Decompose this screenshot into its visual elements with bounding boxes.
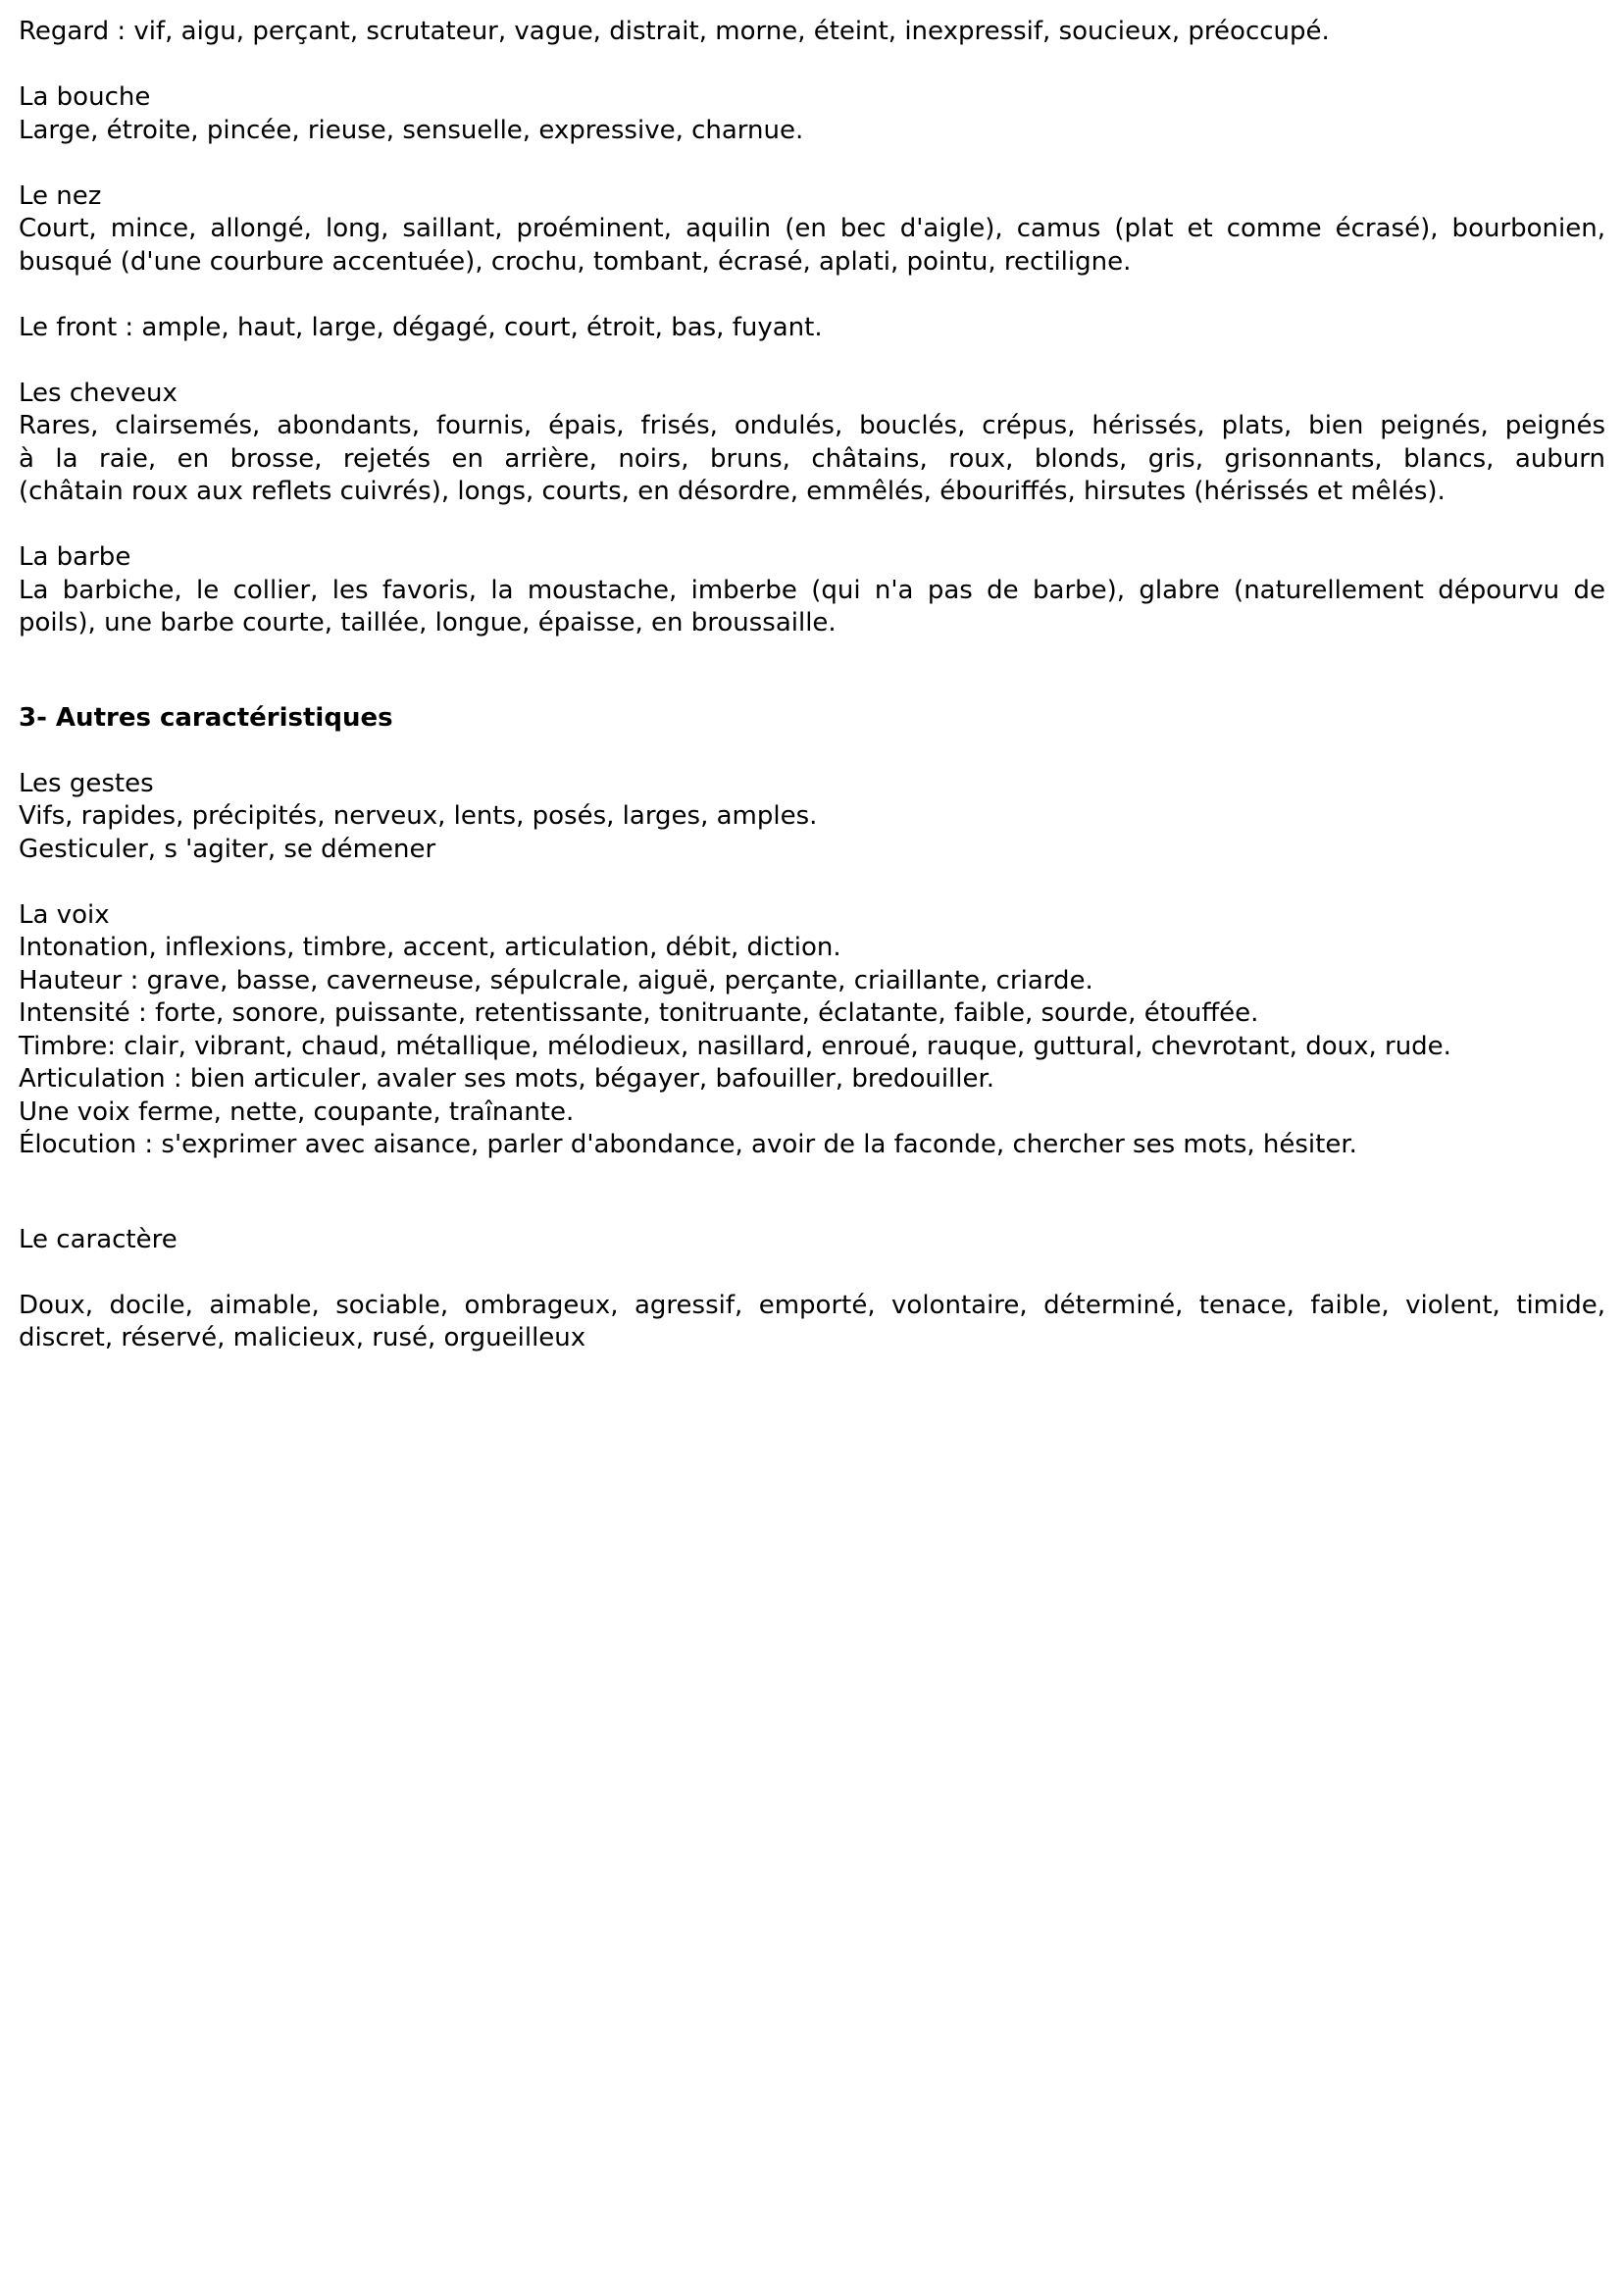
barbe-line-1: La barbiche, le collier, les favoris, la moustache, imberbe (qui n'a pas de barbe), glabre (naturellement dépourvu de xyxy=(19,575,1605,605)
bouche-text: Large, étroite, pincée, rieuse, sensuelle, expressive, charnue. xyxy=(19,115,804,145)
spacer xyxy=(19,1162,1605,1224)
front-line: Le front : ample, haut, large, dégagé, court, étroit, bas, fuyant. xyxy=(19,312,823,342)
voix-line: Timbre: clair, vibrant, chaud, métallique, mélodieux, nasillard, enroué, rauque, guttural, chevrotant, doux, rude. xyxy=(19,1031,1451,1061)
spacer xyxy=(19,279,1605,312)
spacer xyxy=(19,49,1605,82)
cheveux-line-1: Rares, clairsemés, abondants, fournis, épais, frisés, ondulés, bouclés, crépus, hérissés, plats, bien peignés, peignés xyxy=(19,411,1605,440)
regard-line: Regard : vif, aigu, perçant, scrutateur, vague, distrait, morne, éteint, inexpressif, soucieux, préoccupé. xyxy=(19,17,1330,46)
barbe-title: La barbe xyxy=(19,542,131,572)
voix-line: Élocution : s'exprimer avec aisance, parler d'abondance, avoir de la faconde, chercher ses mots, hésiter. xyxy=(19,1130,1357,1159)
nez-line-2: busqué (d'une courbure accentuée), crochu, tombant, écrasé, aplati, pointu, rectiligne. xyxy=(19,246,1132,277)
spacer xyxy=(19,640,1605,702)
gestes-line-2: Gesticuler, s 'agiter, se démener xyxy=(19,834,436,864)
barbe-line-2: poils), une barbe courte, taillée, longue, épaisse, en broussaille. xyxy=(19,608,837,637)
cheveux-line-3: (châtain roux aux reflets cuivrés), longs, courts, en désordre, emmêlés, ébouriffés, hirsutes (hérissés et mêlés). xyxy=(19,477,1446,506)
voix-line: Articulation : bien articuler, avaler ses mots, bégayer, bafouiller, bredouiller. xyxy=(19,1064,995,1094)
section-heading: 3- Autres caractéristiques xyxy=(19,702,393,733)
bouche-title: La bouche xyxy=(19,82,151,112)
voix-line: Une voix ferme, nette, coupante, traînante. xyxy=(19,1096,575,1127)
nez-line-1: Court, mince, allongé, long, saillant, proéminent, aquilin (en bec d'aigle), camus (plat et comme écrasé), bourbonien, xyxy=(19,214,1605,243)
spacer xyxy=(19,735,1605,768)
caractere-line-2: discret, réservé, malicieux, rusé, orgueilleux xyxy=(19,1323,586,1352)
voix-line: Hauteur : grave, basse, caverneuse, sépulcrale, aiguë, perçante, criaillante, criarde. xyxy=(19,965,1093,995)
nez-title: Le nez xyxy=(19,180,102,211)
cheveux-title: Les cheveux xyxy=(19,378,178,408)
cheveux-line-2: à la raie, en brosse, rejetés en arrière, noirs, bruns, châtains, roux, blonds, gris, grisonnants, blancs, auburn xyxy=(19,443,1605,474)
spacer xyxy=(19,866,1605,899)
caractere-title: Le caractère xyxy=(19,1224,178,1254)
voix-line: Intensité : forte, sonore, puissante, retentissante, tonitruante, éclatante, faible, sourde, étouffée. xyxy=(19,998,1259,1028)
document-page xyxy=(19,16,1605,1355)
voix-line: Intonation, inflexions, timbre, accent, articulation, débit, diction. xyxy=(19,933,841,962)
spacer xyxy=(19,1256,1605,1290)
gestes-line-1: Vifs, rapides, précipités, nerveux, lents, posés, larges, amples. xyxy=(19,801,818,831)
caractere-line-1: Doux, docile, aimable, sociable, ombrageux, agressif, emporté, volontaire, déterminé, tenace, faible, violent, timide, xyxy=(19,1290,1605,1320)
spacer xyxy=(19,147,1605,180)
voix-title: La voix xyxy=(19,899,110,930)
spacer xyxy=(19,509,1605,542)
gestes-title: Les gestes xyxy=(19,768,154,798)
spacer xyxy=(19,344,1605,378)
